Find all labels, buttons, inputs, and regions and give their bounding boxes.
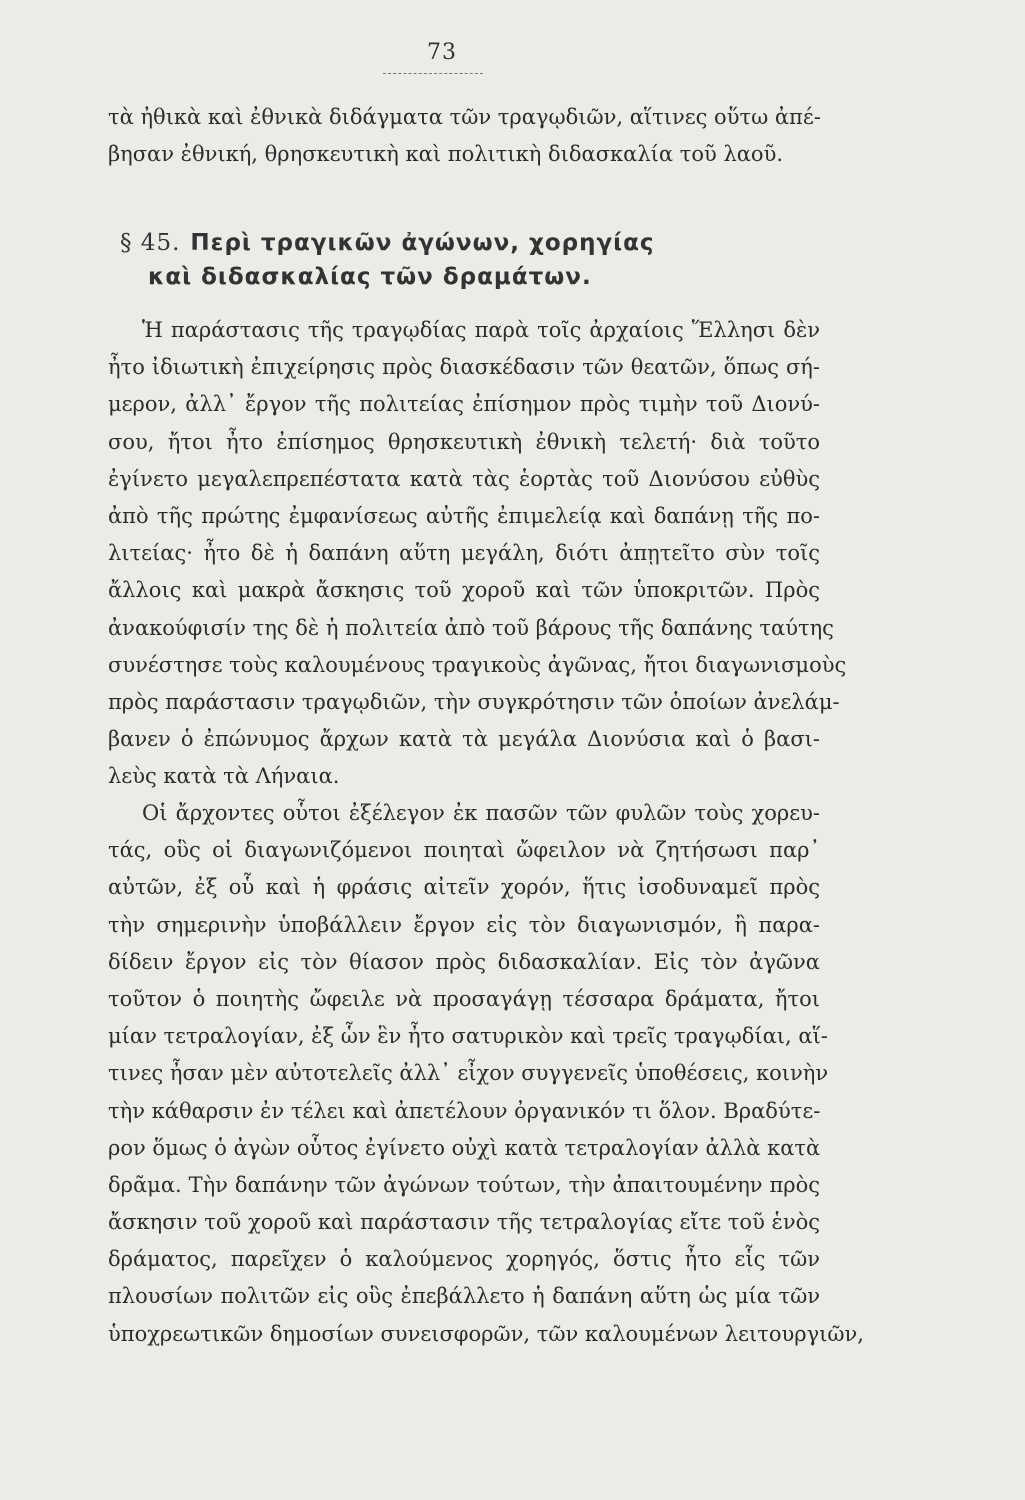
text-line: λιτείας· ἦτο δὲ ἡ δαπάνη αὕτη μεγάλη, διότι ἀπῃτεῖτο σὺν τοῖς <box>108 541 820 566</box>
text-line: σου, ἤτοι ἦτο ἐπίσημος θρησκευτικὴ ἐθνικὴ τελετή· διὰ τοῦτο <box>108 429 820 454</box>
text-line: ὑποχρεωτικῶν δημοσίων συνεισφορῶν, τῶν καλουμένων λειτουργιῶν, <box>108 1321 864 1346</box>
text-line: Οἱ ἄρχοντες οὗτοι ἐξέλεγον ἐκ πασῶν τῶν φυλῶν τοὺς χορευ- <box>142 801 820 825</box>
text-line: λεὺς κατὰ τὰ Λήναια. <box>108 764 340 789</box>
text-line: πλουσίων πολιτῶν εἰς οὓς ἐπεβάλλετο ἡ δαπάνη αὕτη ὡς μία τῶν <box>108 1284 820 1309</box>
text-line: συνέστησε τοὺς καλουμένους τραγικοὺς ἀγῶνας, ἤτοι διαγωνισμοὺς <box>108 652 847 677</box>
text-line: τοῦτον ὁ ποιητὴς ὤφειλε νὰ προσαγάγῃ τέσσαρα δράματα, ἤτοι <box>108 986 820 1011</box>
section-heading-line-2: καὶ διδασκαλίας τῶν δραμάτων. <box>148 264 592 290</box>
text-line: αὐτῶν, ἐξ οὗ καὶ ἡ φράσις αἰτεῖν χορόν, ἥτις ἰσοδυναμεῖ πρὸς <box>108 875 820 900</box>
text-line: ἐγίνετο μεγαλεπρεπέστατα κατὰ τὰς ἑορτὰς τοῦ Διονύσου εὐθὺς <box>108 466 820 491</box>
text-line: μερον, ἀλλ᾽ ἔργον τῆς πολιτείας ἐπίσημον πρὸς τιμὴν τοῦ Διονύ- <box>108 392 820 417</box>
text-line: τὴν κάθαρσιν ἐν τέλει καὶ ἀπετέλουν ὀργανικόν τι ὅλον. Βραδύτε- <box>108 1098 821 1123</box>
section-title-1: Περὶ τραγικῶν ἀγώνων, χορηγίας <box>190 230 655 256</box>
text-line: τὴν σημερινὴν ὑποβάλλειν ἔργον εἰς τὸν διαγωνισμόν, ἢ παρα- <box>108 912 820 937</box>
text-line: βησαν ἐθνική, θρησκευτικὴ καὶ πολιτικὴ διδασκαλία τοῦ λαοῦ. <box>108 142 784 167</box>
text-line: ἀπὸ τῆς πρώτης ἐμφανίσεως αὐτῆς ἐπιμελείᾳ καὶ δαπάνῃ τῆς πο- <box>108 503 820 528</box>
text-line: ἦτο ἰδιωτικὴ ἐπιχείρησις πρὸς διασκέδασιν τῶν θεατῶν, ὅπως σή- <box>108 355 820 380</box>
text-line: τάς, οὓς οἱ διαγωνιζόμενοι ποιηταὶ ὤφειλον νὰ ζητήσωσι παρ᾽ <box>108 838 820 863</box>
section-heading-line-1 <box>120 226 820 260</box>
section-heading <box>120 226 820 294</box>
text-line: δρᾶμα. Τὴν δαπάνην τῶν ἀγώνων τούτων, τὴν ἀπαιτουμένην πρὸς <box>108 1172 820 1197</box>
text-line: ἄσκησιν τοῦ χοροῦ καὶ παράστασιν τῆς τετραλογίας εἴτε τοῦ ἑνὸς <box>108 1210 820 1235</box>
text-line: δράματος, παρεῖχεν ὁ καλούμενος χορηγός, ὅστις ἦτο εἷς τῶν <box>108 1247 820 1272</box>
text-line: βανεν ὁ ἐπώνυμος ἄρχων κατὰ τὰ μεγάλα Διονύσια καὶ ὁ βασι- <box>108 727 820 752</box>
text-line: μίαν τετραλογίαν, ἐξ ὧν ἓν ἦτο σατυρικὸν καὶ τρεῖς τραγῳδίαι, αἵ- <box>108 1024 828 1049</box>
text-line: τὰ ἠθικὰ καὶ ἐθνικὰ διδάγματα τῶν τραγῳδιῶν, αἵτινες οὕτω ἀπέ- <box>108 105 821 129</box>
text-line: Ἡ παράστασις τῆς τραγῳδίας παρὰ τοῖς ἀρχαίοις Ἕλλησι δὲν <box>142 318 820 342</box>
text-line: ἀνακούφισίν της δὲ ἡ πολιτεία ἀπὸ τοῦ βάρους τῆς δαπάνης ταύτης <box>108 615 834 640</box>
text-line: ρον ὅμως ὁ ἀγὼν οὗτος ἐγίνετο οὐχὶ κατὰ τετραλογίαν ἀλλὰ κατὰ <box>108 1135 821 1160</box>
intro-text <box>108 99 820 173</box>
text-line: ἄλλοις καὶ μακρὰ ἄσκησις τοῦ χοροῦ καὶ τῶν ὑποκριτῶν. Πρὸς <box>108 578 820 603</box>
text-line: τινες ἦσαν μὲν αὐτοτελεῖς ἀλλ᾽ εἶχον συγγενεῖς ὑποθέσεις, κοινὴν <box>108 1061 829 1086</box>
paragraph-2 <box>108 795 864 1353</box>
text-line: πρὸς παράστασιν τραγῳδιῶν, τὴν συγκρότησιν τῶν ὁποίων ἀνελάμ- <box>108 689 840 714</box>
page-number-rule <box>383 73 483 74</box>
text-line: δίδειν ἔργον εἰς τὸν θίασον πρὸς διδασκαλίαν. Εἰς τὸν ἀγῶνα <box>108 949 820 974</box>
paragraph-1 <box>108 312 847 795</box>
page-number: 73 <box>427 40 457 65</box>
section-number: § 45. <box>120 230 181 256</box>
